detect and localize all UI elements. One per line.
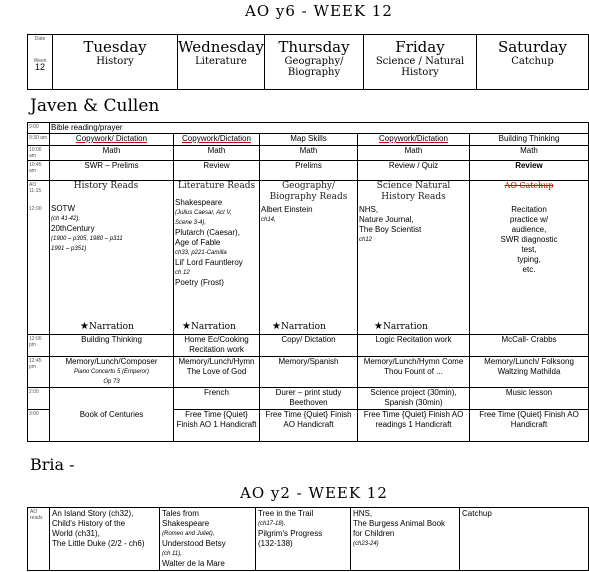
- day-name: Wednesday: [178, 38, 264, 56]
- narration-label: ★Narration: [374, 321, 428, 332]
- schedule-cell: Logic Recitation work: [358, 335, 470, 357]
- week-number: 12: [34, 62, 45, 72]
- schedule-cell: Review: [470, 161, 589, 181]
- star-icon: ★: [80, 321, 89, 332]
- date-label: Date: [34, 36, 46, 42]
- schedule-cell: Copywork/Dictation: [174, 134, 260, 146]
- time-label: 9:00: [28, 123, 50, 134]
- header-day-saturday: [477, 35, 589, 90]
- schedule-cell: Review / Quiz: [358, 161, 470, 181]
- cell-heading: AO Catchup: [504, 181, 554, 190]
- schedule-cell: Math: [358, 146, 470, 161]
- header-day-tuesday: [53, 35, 178, 90]
- cell-heading: Literature Reads: [177, 181, 256, 191]
- table-row: [28, 388, 589, 410]
- date-week-cell: [28, 35, 53, 90]
- header-day-thursday: [265, 35, 364, 90]
- schedule-cell: Memory/Lunch/Hymn Come Thou Fount of ...: [358, 357, 470, 388]
- schedule-cell: Memory/Lunch/ Folksong Waltzing Mathilda: [470, 357, 589, 388]
- schedule-cell: SWR – Prelims: [50, 161, 174, 181]
- day-subject: Catchup: [511, 56, 554, 67]
- time-label: AO 11:15 12:00: [28, 181, 50, 335]
- schedule-cell: Math: [174, 146, 260, 161]
- history-reads-cell: History Reads SOTW (ch 41-42), 20thCentury (1900 – p305, 1980 – p311 1991 – p351) ★Narration: [50, 181, 174, 335]
- schedule-cell: Tree in the Trail (ch17-18), Pilgrim's Progress (132-138): [256, 508, 351, 571]
- narration-label: ★Narration: [272, 321, 326, 332]
- schedule-cell: Building Thinking: [470, 134, 589, 146]
- star-icon: ★: [182, 321, 191, 332]
- schedule-cell: Home Ec/Cooking Recitation work: [174, 335, 260, 357]
- cell-heading: Geography/ Biography Reads: [269, 181, 348, 202]
- time-label: 10:00 am: [28, 146, 50, 161]
- time-label: 2:00: [28, 388, 50, 410]
- schedule-cell: Copy/ Dictation: [260, 335, 358, 357]
- day-subject: Literature: [195, 56, 247, 67]
- day-name: Thursday: [278, 38, 350, 56]
- literature-reads-cell: Literature Reads Shakespeare (Julius Caesar, Act V, Scene 3-4), Plutarch (Caesar), Age of Fable ch33, p221-Camilla Lil' Lord Fauntleroy ch 12 Poetry (Frost) ★Narration: [174, 181, 260, 335]
- table-row: [28, 161, 589, 181]
- time-label: 3:00: [28, 410, 50, 442]
- narration-label: ★Narration: [80, 321, 134, 332]
- section-heading: Bria -: [30, 455, 75, 474]
- schedule-cell: Durer – print study Beethoven: [260, 388, 358, 410]
- schedule-cell: Math: [50, 146, 174, 161]
- page-title: AO y6 - WEEK 12: [245, 2, 393, 20]
- schedule-cell: Building Thinking: [50, 335, 174, 357]
- time-label: 10:45 am: [28, 161, 50, 181]
- schedule-cell: Free Time {Quiet} Finish AO Handicraft: [470, 410, 589, 442]
- day-name: Friday: [395, 38, 445, 56]
- schedule-table: [27, 122, 589, 442]
- table-row: [28, 357, 589, 388]
- schedule-cell: McCall- Crabbs: [470, 335, 589, 357]
- section-heading: Javen & Cullen: [30, 96, 160, 116]
- header-day-friday: [364, 35, 477, 90]
- table-row: [28, 123, 589, 134]
- section-subheading: AO y2 - WEEK 12: [240, 484, 388, 502]
- schedule-cell: Review: [174, 161, 260, 181]
- schedule-cell: Music lesson: [470, 388, 589, 410]
- header-day-wednesday: [178, 35, 265, 90]
- week-label: Week: [33, 58, 47, 64]
- schedule-cell: Free Time {Quiet} Finish AO 1 Handicraft: [174, 410, 260, 442]
- schedule-cell: Free Time {Quiet} Finish AO readings 1 Handicraft: [358, 410, 470, 442]
- table-row: [28, 335, 589, 357]
- book-of-centuries-cell: Book of Centuries: [50, 388, 174, 442]
- day-name: Saturday: [497, 38, 568, 56]
- schedule-cell: An Island Story (ch32), Child's History of the World (ch31), The Little Duke (2/2 - ch6): [50, 508, 160, 571]
- star-icon: ★: [272, 321, 281, 332]
- bottom-table: [27, 507, 589, 571]
- day-subject: Science / Natural History: [375, 56, 465, 78]
- science-reads-cell: Science Natural History Reads NHS, Nature Journal, The Boy Scientist ch12 ★Narration: [358, 181, 470, 335]
- schedule-cell: Free Time {Quiet} Finish AO Handicraft: [260, 410, 358, 442]
- schedule-cell: Copywork/ Dictation: [50, 134, 174, 146]
- star-icon: ★: [374, 321, 383, 332]
- schedule-cell: Prelims: [260, 161, 358, 181]
- table-row: [28, 508, 589, 571]
- catchup-cell: AO Catchup Recitation practice w/ audience, SWR diagnostic test, typing, etc.: [470, 181, 589, 335]
- schedule-cell: Math: [260, 146, 358, 161]
- geography-reads-cell: Geography/ Biography Reads Albert Einstein ch14, ★Narration: [260, 181, 358, 335]
- time-label: AO reads: [28, 508, 50, 571]
- time-label: 9:30 am: [28, 134, 50, 146]
- schedule-cell: Map Skills: [260, 134, 358, 146]
- time-label: 12:00 pm: [28, 335, 50, 357]
- bible-reading-cell: Bible reading/prayer: [50, 123, 589, 134]
- cell-heading: History Reads: [73, 181, 139, 191]
- schedule-cell: Memory/Lunch/Composer Piano Concerto 5 (Emperor) Op 73: [50, 357, 174, 388]
- schedule-cell: Science project (30min), Spanish (30min): [358, 388, 470, 410]
- schedule-cell: HNS, The Burgess Animal Book for Children (ch23-24): [351, 508, 460, 571]
- header-table: [27, 34, 589, 90]
- time-label: 12:45 pm: [28, 357, 50, 388]
- schedule-cell: French: [174, 388, 260, 410]
- schedule-cell: Memory/Lunch/Hymn The Love of God: [174, 357, 260, 388]
- table-row: [28, 146, 589, 161]
- narration-label: ★Narration: [182, 321, 236, 332]
- table-row: [28, 181, 589, 335]
- schedule-cell: Tales from Shakespeare (Romeo and Juliet), Understood Betsy (ch 11), Walter de la Mare: [160, 508, 256, 571]
- cell-heading: Science Natural History Reads: [376, 181, 451, 202]
- table-row: [28, 134, 589, 146]
- schedule-cell: Memory/Spanish: [260, 357, 358, 388]
- day-name: Tuesday: [83, 38, 147, 56]
- schedule-cell: Copywork/Dictation: [358, 134, 470, 146]
- schedule-cell: Math: [470, 146, 589, 161]
- day-subject: History: [96, 56, 134, 67]
- schedule-cell: Catchup: [460, 508, 589, 571]
- day-subject: Geography/ Biography: [284, 56, 344, 78]
